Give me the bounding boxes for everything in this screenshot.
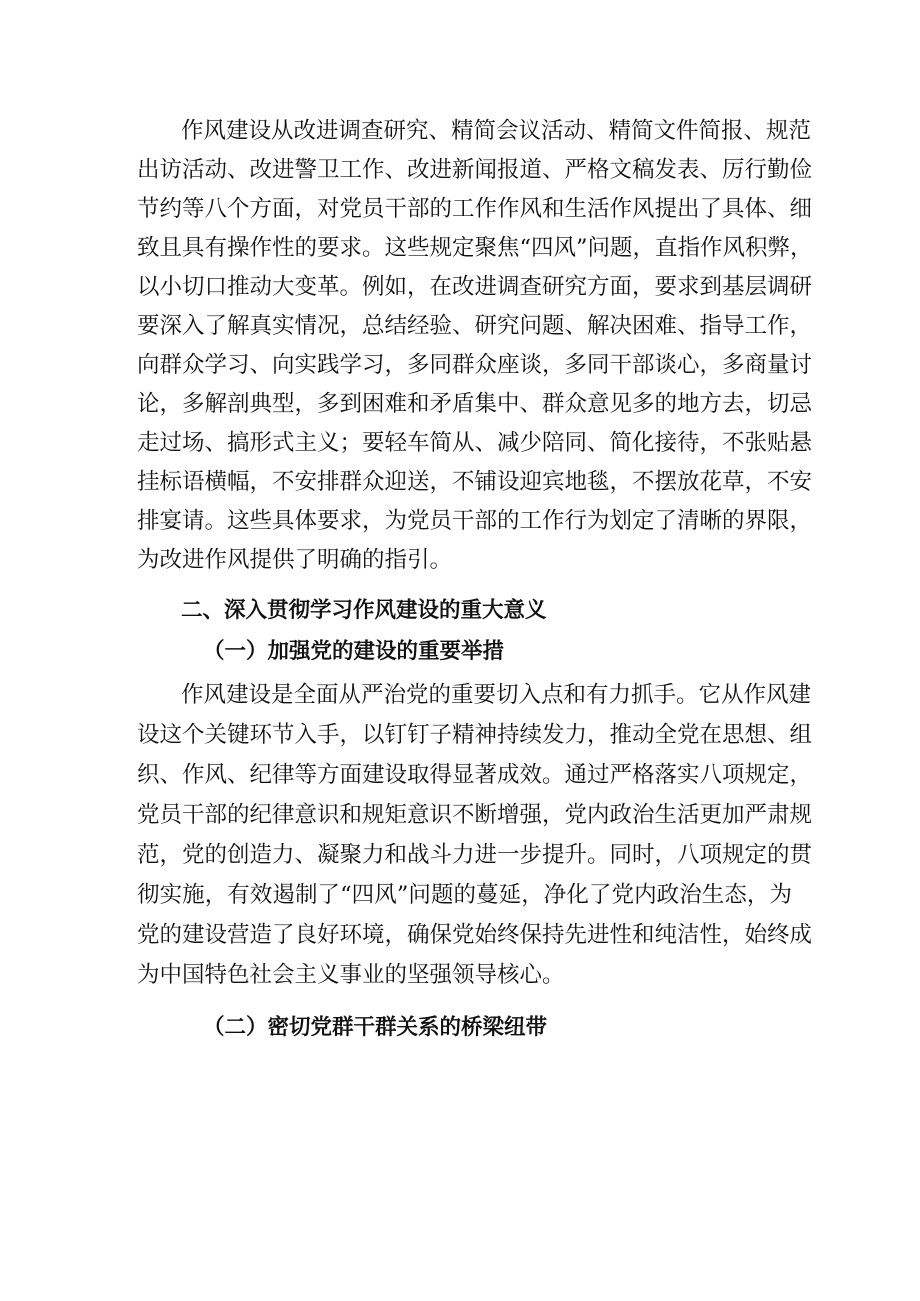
text-line: 排宴请。这些具体要求，为党员干部的工作行为划定了清晰的界限， [137, 508, 813, 534]
text-line: 范，党的创造力、凝聚力和战斗力进一步提升。同时，八项规定的贯 [137, 842, 813, 868]
text-line: 论，多解剖典型，多到困难和矛盾集中、群众意见多的地方去，切忌 [137, 391, 813, 417]
text-line: 党员干部的纪律意识和规矩意识不断增强，党内政治生活更加严肃规 [137, 802, 813, 828]
text-line: 挂标语横幅，不安排群众迎送，不铺设迎宾地毯，不摆放花草，不安 [137, 469, 813, 495]
text-line: 设这个关键环节入手，以钉钉子精神持续发力，推动全党在思想、组 [137, 722, 813, 748]
text-line: 织、作风、纪律等方面建设取得显著成效。通过严格落实八项规定， [137, 762, 813, 788]
section-heading: 二、深入贯彻学习作风建设的重大意义 [181, 598, 547, 623]
text-line: 党的建设营造了良好环境，确保党始终保持先进性和纯洁性，始终成 [137, 922, 813, 948]
text-line: 作风建设从改进调查研究、精简会议活动、精简文件简报、规范 [181, 118, 812, 144]
text-line: 以小切口推动大变革。例如，在改进调查研究方面，要求到基层调研 [137, 274, 813, 300]
subsection-heading: （二）密切党群干群关系的桥梁纽带 [203, 1015, 548, 1040]
text-line: 致且具有操作性的要求。这些规定聚焦“四风”问题，直指作风积弊， [137, 235, 813, 261]
text-line: 为中国特色社会主义事业的坚强领导核心。 [137, 962, 565, 988]
text-line: 出访活动、改进警卫工作、改进新闻报道、严格文稿发表、厉行勤俭 [137, 157, 813, 183]
text-line: 走过场、搞形式主义；要轻车简从、减少陪同、简化接待，不张贴悬 [137, 430, 813, 456]
text-line: 作风建设是全面从严治党的重要切入点和有力抓手。它从作风建 [181, 682, 812, 708]
subsection-heading: （一）加强党的建设的重要举措 [203, 639, 505, 664]
text-line: 彻实施，有效遏制了“四风”问题的蔓延，净化了党内政治生态，为 [137, 882, 792, 908]
text-line: 向群众学习、向实践学习，多同群众座谈，多同干部谈心，多商量讨 [137, 352, 813, 378]
text-line: 要深入了解真实情况，总结经验、研究问题、解决困难、指导工作， [137, 313, 813, 339]
text-line: 节约等八个方面，对党员干部的工作作风和生活作风提出了具体、细 [137, 196, 813, 222]
text-line: 为改进作风提供了明确的指引。 [137, 547, 453, 573]
